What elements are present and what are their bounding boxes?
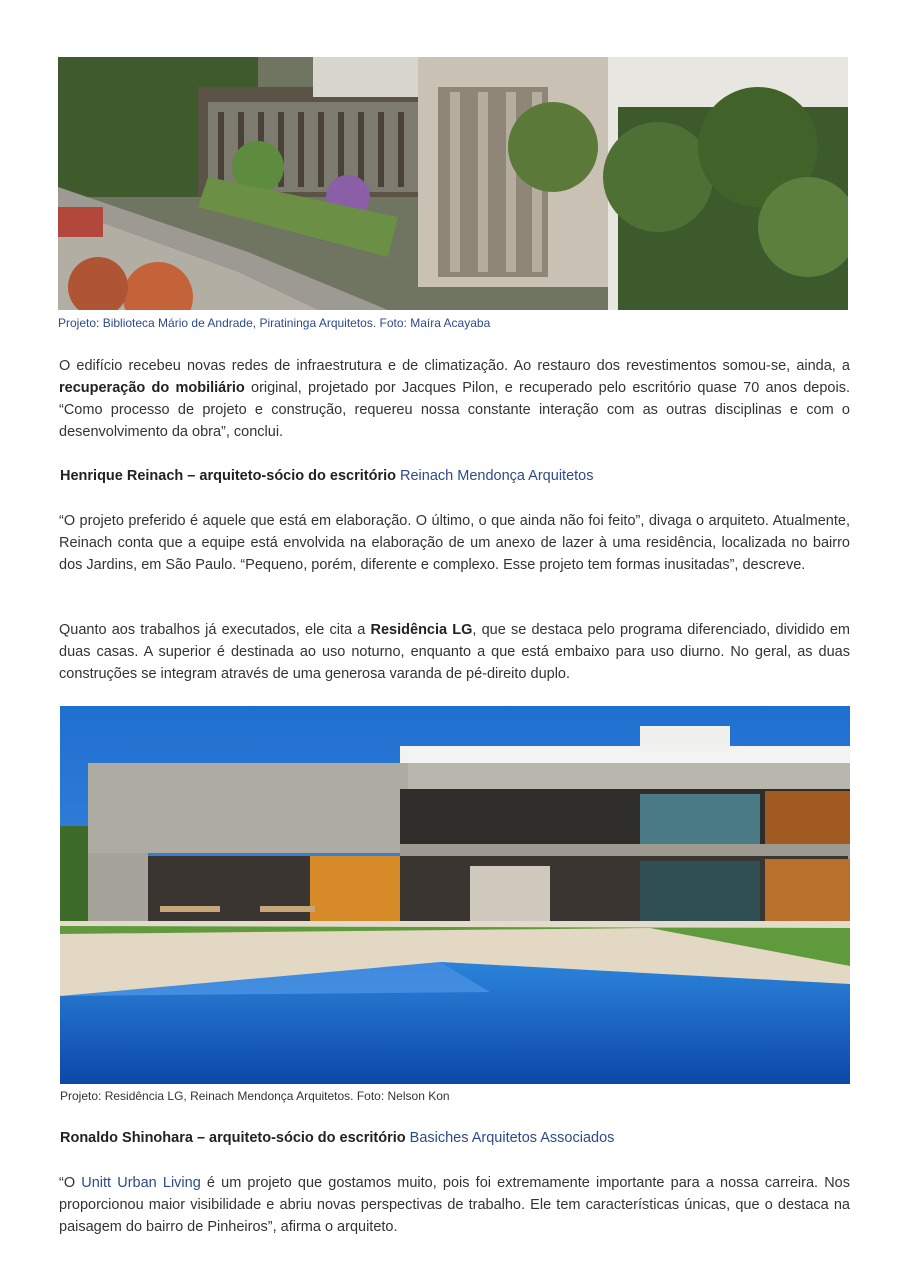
paragraph-text: O edifício recebeu novas redes de infraestrutura e de climatização. Ao restauro dos revestimentos somou-se, ainda, a	[59, 358, 850, 374]
paragraph-text: original, projetado por Jacques Pilon, e recuperado pelo escritório quase 70 anos depois. “Como processo de projeto e construção, requereu nossa constante interação com as outras disciplinas e com o desenvolvimento da obra”, conclui.	[59, 380, 850, 440]
paragraph-text: Quanto aos trabalhos já executados, ele cita a	[59, 622, 371, 638]
interviewee-name: Ronaldo Shinohara – arquiteto-sócio do escritório	[60, 1130, 406, 1146]
interviewee-heading-reinach	[60, 466, 593, 486]
bold-text: recuperação do mobiliário	[59, 380, 245, 396]
office-link-reinach[interactable]: Reinach Mendonça Arquitetos	[400, 468, 594, 484]
interviewee-name: Henrique Reinach – arquiteto-sócio do escritório	[60, 468, 396, 484]
interviewee-heading-shinohara	[60, 1128, 614, 1148]
project-link-unitt[interactable]: Unitt Urban Living	[81, 1175, 201, 1191]
paragraph-shinohara-quote	[59, 1172, 850, 1238]
residencia-lg-photo	[60, 706, 850, 1084]
paragraph-text: é um projeto que gostamos muito, pois foi extremamente importante para a nossa carreira. Nos proporcionou maior visibilidade e abriu novas perspectivas de trabalho. Ele tem características únicas, que o destaca na paisagem do bairro de Pinheiros”, afirma o arquiteto.	[59, 1175, 850, 1235]
residencia-lg-photo-caption: Projeto: Residência LG, Reinach Mendonça Arquitetos. Foto: Nelson Kon	[60, 1089, 450, 1103]
paragraph-reinach-quote: “O projeto preferido é aquele que está em elaboração. O último, o que ainda não foi feito”, divaga o arquiteto. Atualmente, Reinach conta que a equipe está envolvida na elaboração de um anexo de lazer à uma residência, localizada no bairro dos Jardins, em São Paulo. “Pequeno, porém, diferente e complexo. Esse projeto tem formas inusitadas”, descreve.	[59, 513, 850, 573]
paragraph-text: “O	[59, 1175, 82, 1191]
paragraph-residencia-lg	[59, 619, 850, 685]
library-photo-caption: Projeto: Biblioteca Mário de Andrade, Piratininga Arquitetos. Foto: Maíra Acayaba	[58, 316, 491, 330]
library-photo	[58, 57, 848, 310]
bold-text: Residência LG	[370, 622, 473, 638]
paragraph-text: , que se destaca pelo programa diferenciado, dividido em duas casas. A superior é destinada ao uso noturno, enquanto a que está embaixo para uso diurno. No geral, as duas construções se integram através de uma generosa varanda de pé-direito duplo.	[59, 622, 850, 682]
paragraph-restoration	[59, 355, 850, 443]
office-link-basiches[interactable]: Basiches Arquitetos Associados	[409, 1130, 615, 1146]
